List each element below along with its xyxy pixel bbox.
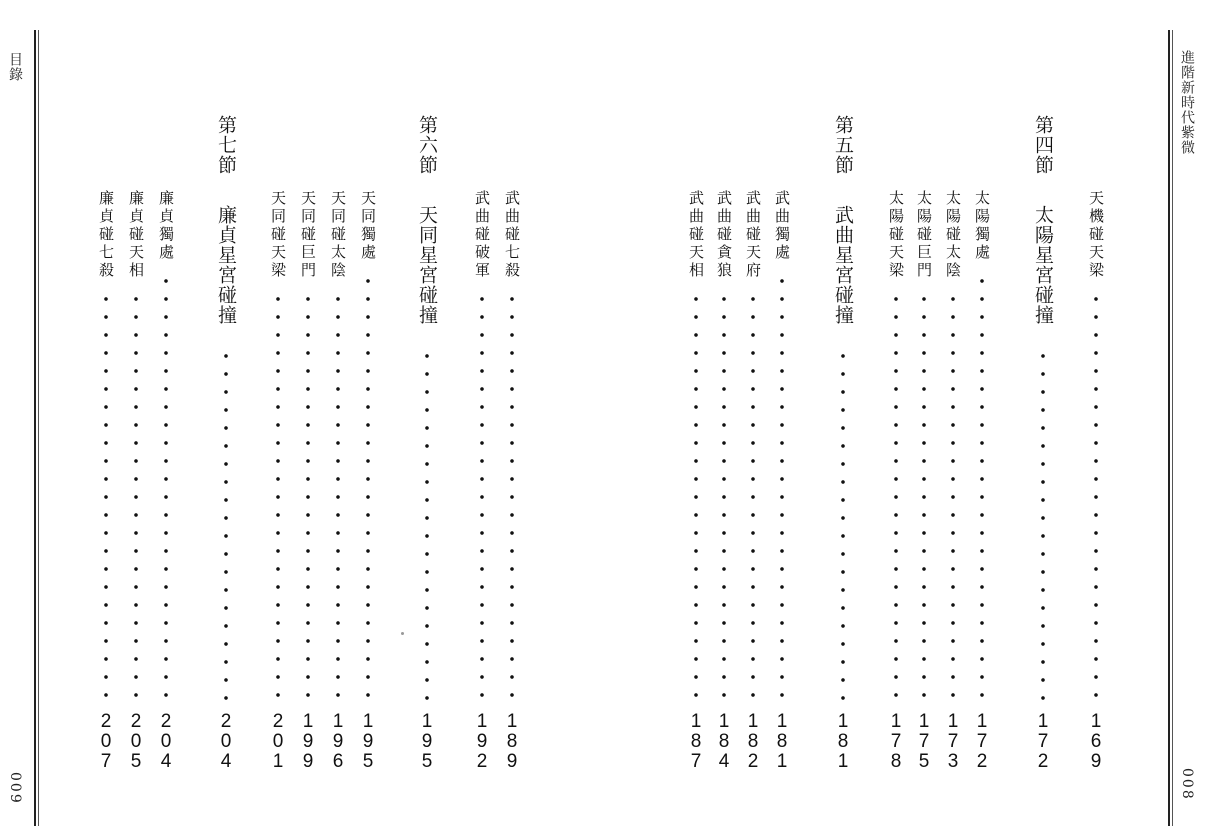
toc-section-label: 第五節 xyxy=(832,115,854,175)
toc-section-title: 太陽星宮碰撞 xyxy=(1032,205,1054,325)
toc-entry[interactable] xyxy=(943,0,963,837)
toc-leader-dots xyxy=(328,290,348,708)
toc-leader-dots xyxy=(1033,347,1053,708)
toc-section-page: 1 9 5 xyxy=(421,711,433,772)
toc-entry-page: 2 0 4 xyxy=(160,711,172,772)
toc-entry-title: 太陽碰天梁 xyxy=(887,190,905,280)
toc-entry-title: 武曲獨處 xyxy=(773,190,791,262)
toc-entry[interactable] xyxy=(914,0,934,837)
toc-entry-title: 天機碰天梁 xyxy=(1087,190,1105,280)
toc-section-page: 2 0 4 xyxy=(220,711,232,772)
toc-leader-dots xyxy=(472,290,492,708)
toc-entry-page: 1 8 9 xyxy=(506,711,518,772)
toc-entry-page: 1 9 6 xyxy=(332,711,344,772)
toc-entry-title: 太陽碰太陰 xyxy=(944,190,962,280)
toc-entry-title: 廉貞碰七殺 xyxy=(97,190,115,280)
toc-entry-page: 1 7 3 xyxy=(947,711,959,772)
toc-leader-dots xyxy=(714,290,734,708)
toc-leader-dots xyxy=(943,290,963,708)
toc-entry-title: 武曲碰七殺 xyxy=(503,190,521,280)
toc-leader-dots xyxy=(1086,290,1106,708)
toc-entry-title: 廉貞獨處 xyxy=(157,190,175,262)
toc-entry-page: 2 0 1 xyxy=(272,711,284,772)
toc-leader-dots xyxy=(914,290,934,708)
toc-section-label: 第四節 xyxy=(1032,115,1054,175)
toc-leader-dots xyxy=(298,290,318,708)
toc-section-title: 武曲星宮碰撞 xyxy=(832,205,854,325)
left-page-number: 009 xyxy=(7,772,23,805)
toc-section-page: 1 8 1 xyxy=(837,711,849,772)
toc-entry[interactable] xyxy=(328,0,348,837)
toc-entry-page: 1 8 7 xyxy=(690,711,702,772)
toc-entry[interactable] xyxy=(502,0,522,837)
toc-leader-dots xyxy=(268,290,288,708)
toc-entry-page: 2 0 7 xyxy=(100,711,112,772)
left-page-margin-rule xyxy=(34,30,36,826)
toc-entry[interactable] xyxy=(772,0,792,837)
toc-section[interactable] xyxy=(417,0,437,837)
toc-entry-page: 1 8 4 xyxy=(718,711,730,772)
toc-section[interactable] xyxy=(216,0,236,837)
toc-entry-title: 太陽碰巨門 xyxy=(915,190,933,280)
toc-entry[interactable] xyxy=(472,0,492,837)
toc-leader-dots xyxy=(772,272,792,708)
toc-section-label: 第六節 xyxy=(416,115,438,175)
toc-entry[interactable] xyxy=(1086,0,1106,837)
toc-entry-title: 天同碰天梁 xyxy=(269,190,287,280)
toc-entry-page: 1 8 1 xyxy=(776,711,788,772)
toc-entry-page: 1 7 2 xyxy=(976,711,988,772)
toc-entry[interactable] xyxy=(714,0,734,837)
toc-entry-title: 武曲碰天府 xyxy=(744,190,762,280)
toc-leader-dots xyxy=(972,272,992,708)
toc-leader-dots xyxy=(96,290,116,708)
left-page-margin-rule-inner xyxy=(38,30,39,826)
toc-entry-page: 1 7 8 xyxy=(890,711,902,772)
toc-leader-dots xyxy=(686,290,706,708)
toc-entry-title: 武曲碰破軍 xyxy=(473,190,491,280)
toc-entry[interactable] xyxy=(686,0,706,837)
left-page-header: 目錄 xyxy=(7,52,23,82)
scan-speck xyxy=(401,632,404,635)
toc-leader-dots xyxy=(886,290,906,708)
toc-section-title: 天同星宮碰撞 xyxy=(416,205,438,325)
toc-entry-title: 天同碰巨門 xyxy=(299,190,317,280)
toc-entry-page: 1 9 9 xyxy=(302,711,314,772)
right-page-number: 008 xyxy=(1179,768,1195,801)
toc-leader-dots xyxy=(216,347,236,708)
toc-entry[interactable] xyxy=(126,0,146,837)
toc-section[interactable] xyxy=(1033,0,1053,837)
right-page-margin-rule xyxy=(1168,30,1170,826)
toc-entry-page: 2 0 5 xyxy=(130,711,142,772)
toc-entry-page: 1 9 2 xyxy=(476,711,488,772)
right-page-margin-rule-inner xyxy=(1172,30,1173,826)
toc-entry[interactable] xyxy=(886,0,906,837)
toc-entry[interactable] xyxy=(358,0,378,837)
toc-entry-page: 1 8 2 xyxy=(747,711,759,772)
toc-entry[interactable] xyxy=(156,0,176,837)
toc-entry-page: 1 7 5 xyxy=(918,711,930,772)
toc-entry[interactable] xyxy=(268,0,288,837)
toc-leader-dots xyxy=(358,272,378,708)
toc-section-label: 第七節 xyxy=(215,115,237,175)
toc-entry[interactable] xyxy=(298,0,318,837)
toc-leader-dots xyxy=(833,347,853,708)
toc-entry[interactable] xyxy=(96,0,116,837)
toc-entry-title: 武曲碰貪狼 xyxy=(715,190,733,280)
toc-leader-dots xyxy=(417,347,437,708)
toc-entry-title: 武曲碰天相 xyxy=(687,190,705,280)
toc-section-title: 廉貞星宮碰撞 xyxy=(215,205,237,325)
toc-entry[interactable] xyxy=(972,0,992,837)
toc-entry-title: 天同碰太陰 xyxy=(329,190,347,280)
toc-section[interactable] xyxy=(833,0,853,837)
toc-entry-title: 廉貞碰天相 xyxy=(127,190,145,280)
toc-entry-page: 1 6 9 xyxy=(1090,711,1102,772)
toc-leader-dots xyxy=(502,290,522,708)
toc-leader-dots xyxy=(743,290,763,708)
toc-leader-dots xyxy=(126,290,146,708)
toc-section-page: 1 7 2 xyxy=(1037,711,1049,772)
toc-entry-title: 天同獨處 xyxy=(359,190,377,262)
toc-entry-title: 太陽獨處 xyxy=(973,190,991,262)
toc-leader-dots xyxy=(156,272,176,708)
toc-entry[interactable] xyxy=(743,0,763,837)
toc-entry-page: 1 9 5 xyxy=(362,711,374,772)
right-page-header: 進階新時代紫微 xyxy=(1179,50,1195,155)
